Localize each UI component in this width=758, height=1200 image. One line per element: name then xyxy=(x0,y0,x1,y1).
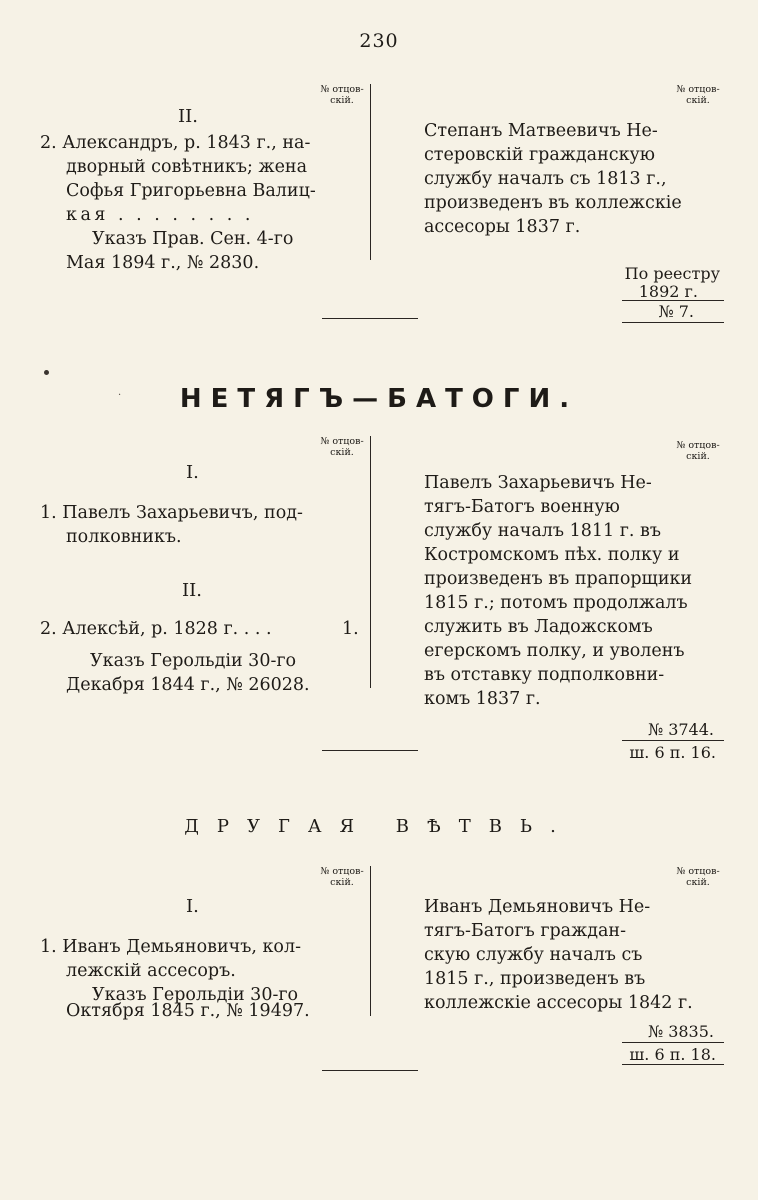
registry-ref: № 7. xyxy=(658,302,694,321)
service-record-line: Иванъ Демьяновичъ Не- xyxy=(424,897,651,917)
registry-ref: № 3835. xyxy=(647,1022,714,1041)
genealogy-entry-line: 2. Алексѣй, р. 1828 г. . . . xyxy=(40,619,272,639)
genealogy-entry-line: лежскій ассесоръ. xyxy=(66,961,236,981)
otc-label-line1: № отцов- xyxy=(320,436,364,447)
ref-underline xyxy=(622,1042,724,1043)
service-record-line: 1815 г.; потомъ продолжалъ xyxy=(424,593,688,613)
otc-label-left-3 xyxy=(316,866,368,888)
margin-mark xyxy=(44,370,49,375)
ref-underline xyxy=(622,300,724,301)
otc-label-line2: скій. xyxy=(686,877,710,888)
service-record-line: комъ 1837 г. xyxy=(424,689,541,709)
registry-ref: ш. 6 п. 18. xyxy=(629,1045,716,1064)
section-divider xyxy=(322,1070,418,1071)
generation-heading: II. xyxy=(182,580,202,601)
service-record-line: Костромскомъ пѣх. полку и xyxy=(424,545,680,565)
branch-title: ДРУГАЯ ВѢТВЬ. xyxy=(184,816,574,837)
decree-line: Указъ Прав. Сен. 4-го xyxy=(92,229,294,249)
service-record-line: въ отставку подполковни- xyxy=(424,665,665,685)
otc-label-line2: скій. xyxy=(330,447,354,458)
column-divider-1 xyxy=(370,84,371,260)
ref-underline xyxy=(622,740,724,741)
service-record-line: службу началъ съ 1813 г., xyxy=(424,169,667,189)
decree-line: Указъ Герольдіи 30-го xyxy=(90,651,297,671)
decree-line: Декабря 1844 г., № 26028. xyxy=(66,675,310,695)
service-record-line: тягъ-Батогъ военную xyxy=(424,497,620,517)
registry-ref: № 3744. xyxy=(647,720,714,739)
ref-underline xyxy=(622,1064,724,1065)
otc-label-line2: скій. xyxy=(686,95,710,106)
otc-label-line2: скій. xyxy=(330,95,354,106)
otc-label-line2: скій. xyxy=(330,877,354,888)
otc-label-line1: № отцов- xyxy=(320,84,364,95)
service-record-line: скую службу началъ съ xyxy=(424,945,643,965)
genealogy-entry-line: Софья Григорьевна Валиц- xyxy=(66,181,316,201)
otc-label-left-2 xyxy=(316,436,368,458)
column-divider-3 xyxy=(370,866,371,1016)
column-divider-2 xyxy=(370,436,371,688)
service-record-line: Павелъ Захарьевичъ Не- xyxy=(424,473,652,493)
decree-line: Указъ Герольдіи 30-го xyxy=(92,985,299,1005)
service-record-line: службу началъ 1811 г. въ xyxy=(424,521,662,541)
genealogy-entry-line: 1. Павелъ Захарьевичъ, под- xyxy=(40,503,303,523)
otc-label-line1: № отцов- xyxy=(676,440,720,451)
service-record-line: егерскомъ полку, и уволенъ xyxy=(424,641,685,661)
father-number: 1. xyxy=(342,619,359,639)
service-record-line: произведенъ въ прапорщики xyxy=(424,569,693,589)
decree-line: Октября 1845 г., № 19497. xyxy=(66,1001,310,1021)
service-record-line: Степанъ Матвеевичъ Не- xyxy=(424,121,658,141)
otc-label-left-1 xyxy=(316,84,368,106)
service-record-line: стеровскій гражданскую xyxy=(424,145,656,165)
section-divider xyxy=(322,318,418,319)
genealogy-entry-line: 1. Иванъ Демьяновичъ, кол- xyxy=(40,937,301,957)
otc-label-line1: № отцов- xyxy=(676,84,720,95)
generation-heading: II. xyxy=(178,106,198,127)
service-record-line: коллежскіе ассесоры 1842 г. xyxy=(424,993,693,1013)
generation-heading: I. xyxy=(186,896,199,917)
otc-label-line2: скій. xyxy=(686,451,710,462)
service-record-line: тягъ-Батогъ граждан- xyxy=(424,921,627,941)
genealogy-entry-line: 2. Александръ, р. 1843 г., на- xyxy=(40,133,311,153)
otc-label-right-1 xyxy=(672,84,724,106)
otc-label-line1: № отцов- xyxy=(320,866,364,877)
registry-ref: ш. 6 п. 16. xyxy=(629,743,716,762)
ref-underline xyxy=(622,322,724,323)
otc-label-right-2 xyxy=(672,440,724,462)
service-record-line: ассесоры 1837 г. xyxy=(424,217,581,237)
section-divider xyxy=(322,750,418,751)
decree-line: Мая 1894 г., № 2830. xyxy=(66,253,260,273)
page-number: 230 xyxy=(359,30,399,52)
service-record-line: произведенъ въ коллежскіе xyxy=(424,193,682,213)
otc-label-line1: № отцов- xyxy=(676,866,720,877)
genealogy-entry-line: кая . . . . . . . . xyxy=(66,205,254,225)
registry-ref: 1892 г. xyxy=(638,282,698,301)
genealogy-entry-line: дворный совѣтникъ; жена xyxy=(66,157,308,177)
otc-label-right-3 xyxy=(672,866,724,888)
family-title: НЕТЯГЪ—БАТОГИ. xyxy=(179,384,579,414)
margin-mark: · xyxy=(118,390,122,401)
generation-heading: I. xyxy=(186,462,199,483)
genealogy-entry-line: полковникъ. xyxy=(66,527,182,547)
service-record-line: 1815 г., произведенъ въ xyxy=(424,969,646,989)
service-record-line: служить въ Ладожскомъ xyxy=(424,617,653,637)
registry-ref: По реестру xyxy=(624,264,720,283)
